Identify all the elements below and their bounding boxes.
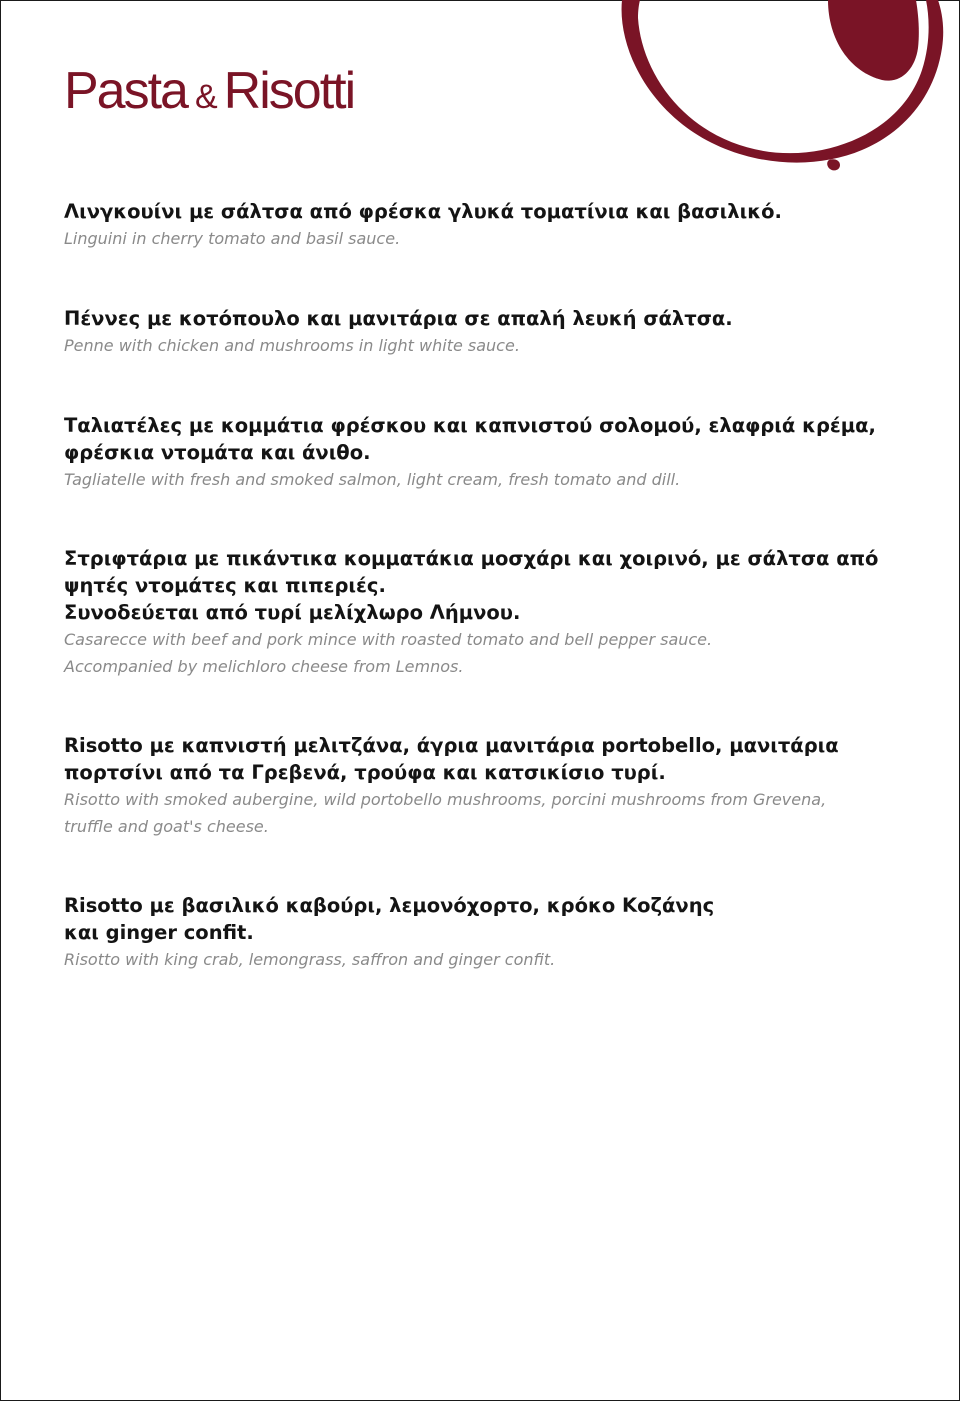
- dish-title-line: Risotto με βασιλικό καβούρι, λεμονόχορτο, κρόκο Κοζάνης: [64, 894, 715, 917]
- dish-title-greek: [64, 305, 733, 332]
- dish-description-english: [64, 786, 839, 840]
- dish-title-line: Πέννες με κοτόπουλο και μανιτάρια σε απαλή λευκή σάλτσα.: [64, 307, 733, 330]
- dish-description-english: [64, 332, 733, 359]
- dish-title-greek: [64, 198, 782, 225]
- dish-description-line: Risotto with smoked aubergine, wild portobello mushrooms, porcini mushrooms from Grevena,: [64, 790, 827, 809]
- dish-title-line: Στριφτάρια με πικάντικα κομματάκια μοσχάρι και χοιρινό, με σάλτσα από: [64, 547, 879, 570]
- menu-item-risotto-aubergine: [64, 732, 839, 840]
- menu-item-casarecce: [64, 545, 878, 680]
- title-ampersand: &: [194, 78, 218, 116]
- dish-description-line: Penne with chicken and mushrooms in light white sauce.: [64, 336, 520, 355]
- dish-title-line: Risotto με καπνιστή μελιτζάνα, άγρια μανιτάρια portobello, μανιτάρια: [64, 734, 839, 757]
- menu-item-risotto-crab: [64, 892, 714, 973]
- dish-description-english: [64, 225, 782, 252]
- title-word-risotti: Risotti: [223, 62, 355, 120]
- dish-description-english: [64, 626, 878, 680]
- dish-title-line: Ταλιατέλες με κομμάτια φρέσκου και καπνιστού σολομού, ελαφριά κρέμα,: [64, 414, 876, 437]
- dish-description-line: Risotto with king crab, lemongrass, saffron and ginger confit.: [64, 950, 556, 969]
- dish-description-english: [64, 466, 876, 493]
- dish-title-greek: [64, 892, 714, 946]
- dish-description-line: Tagliatelle with fresh and smoked salmon, light cream, fresh tomato and dill.: [64, 470, 681, 489]
- dish-description-line: Linguini in cherry tomato and basil sauce.: [64, 229, 401, 248]
- dish-title-line: Συνοδεύεται από τυρί μελίχλωρο Λήμνου.: [64, 601, 521, 624]
- wine-stain-ring-icon: [600, 0, 960, 180]
- dish-title-line: Λινγκουίνι με σάλτσα από φρέσκα γλυκά τοματίνια και βασιλικό.: [64, 200, 782, 223]
- dish-title-line: φρέσκια ντομάτα και άνιθο.: [64, 441, 371, 464]
- page-title: [64, 58, 354, 130]
- dish-title-greek: [64, 545, 878, 626]
- dish-title-greek: [64, 732, 839, 786]
- dish-description-line: Casarecce with beef and pork mince with roasted tomato and bell pepper sauce.: [64, 630, 713, 649]
- menu-item-tagliatelle: [64, 412, 876, 493]
- dish-description-line: Accompanied by melichloro cheese from Lemnos.: [64, 657, 464, 676]
- dish-title-line: και ginger confit.: [64, 921, 254, 944]
- menu-item-penne: [64, 305, 733, 359]
- dish-title-line: πορτσίνι από τα Γρεβενά, τρούφα και κατσικίσιο τυρί.: [64, 761, 666, 784]
- menu-item-linguini: [64, 198, 782, 252]
- dish-title-greek: [64, 412, 876, 466]
- dish-description-english: [64, 946, 714, 973]
- title-word-pasta: Pasta: [64, 62, 187, 120]
- dish-title-line: ψητές ντομάτες και πιπεριές.: [64, 574, 386, 597]
- dish-description-line: truffle and goat's cheese.: [64, 817, 269, 836]
